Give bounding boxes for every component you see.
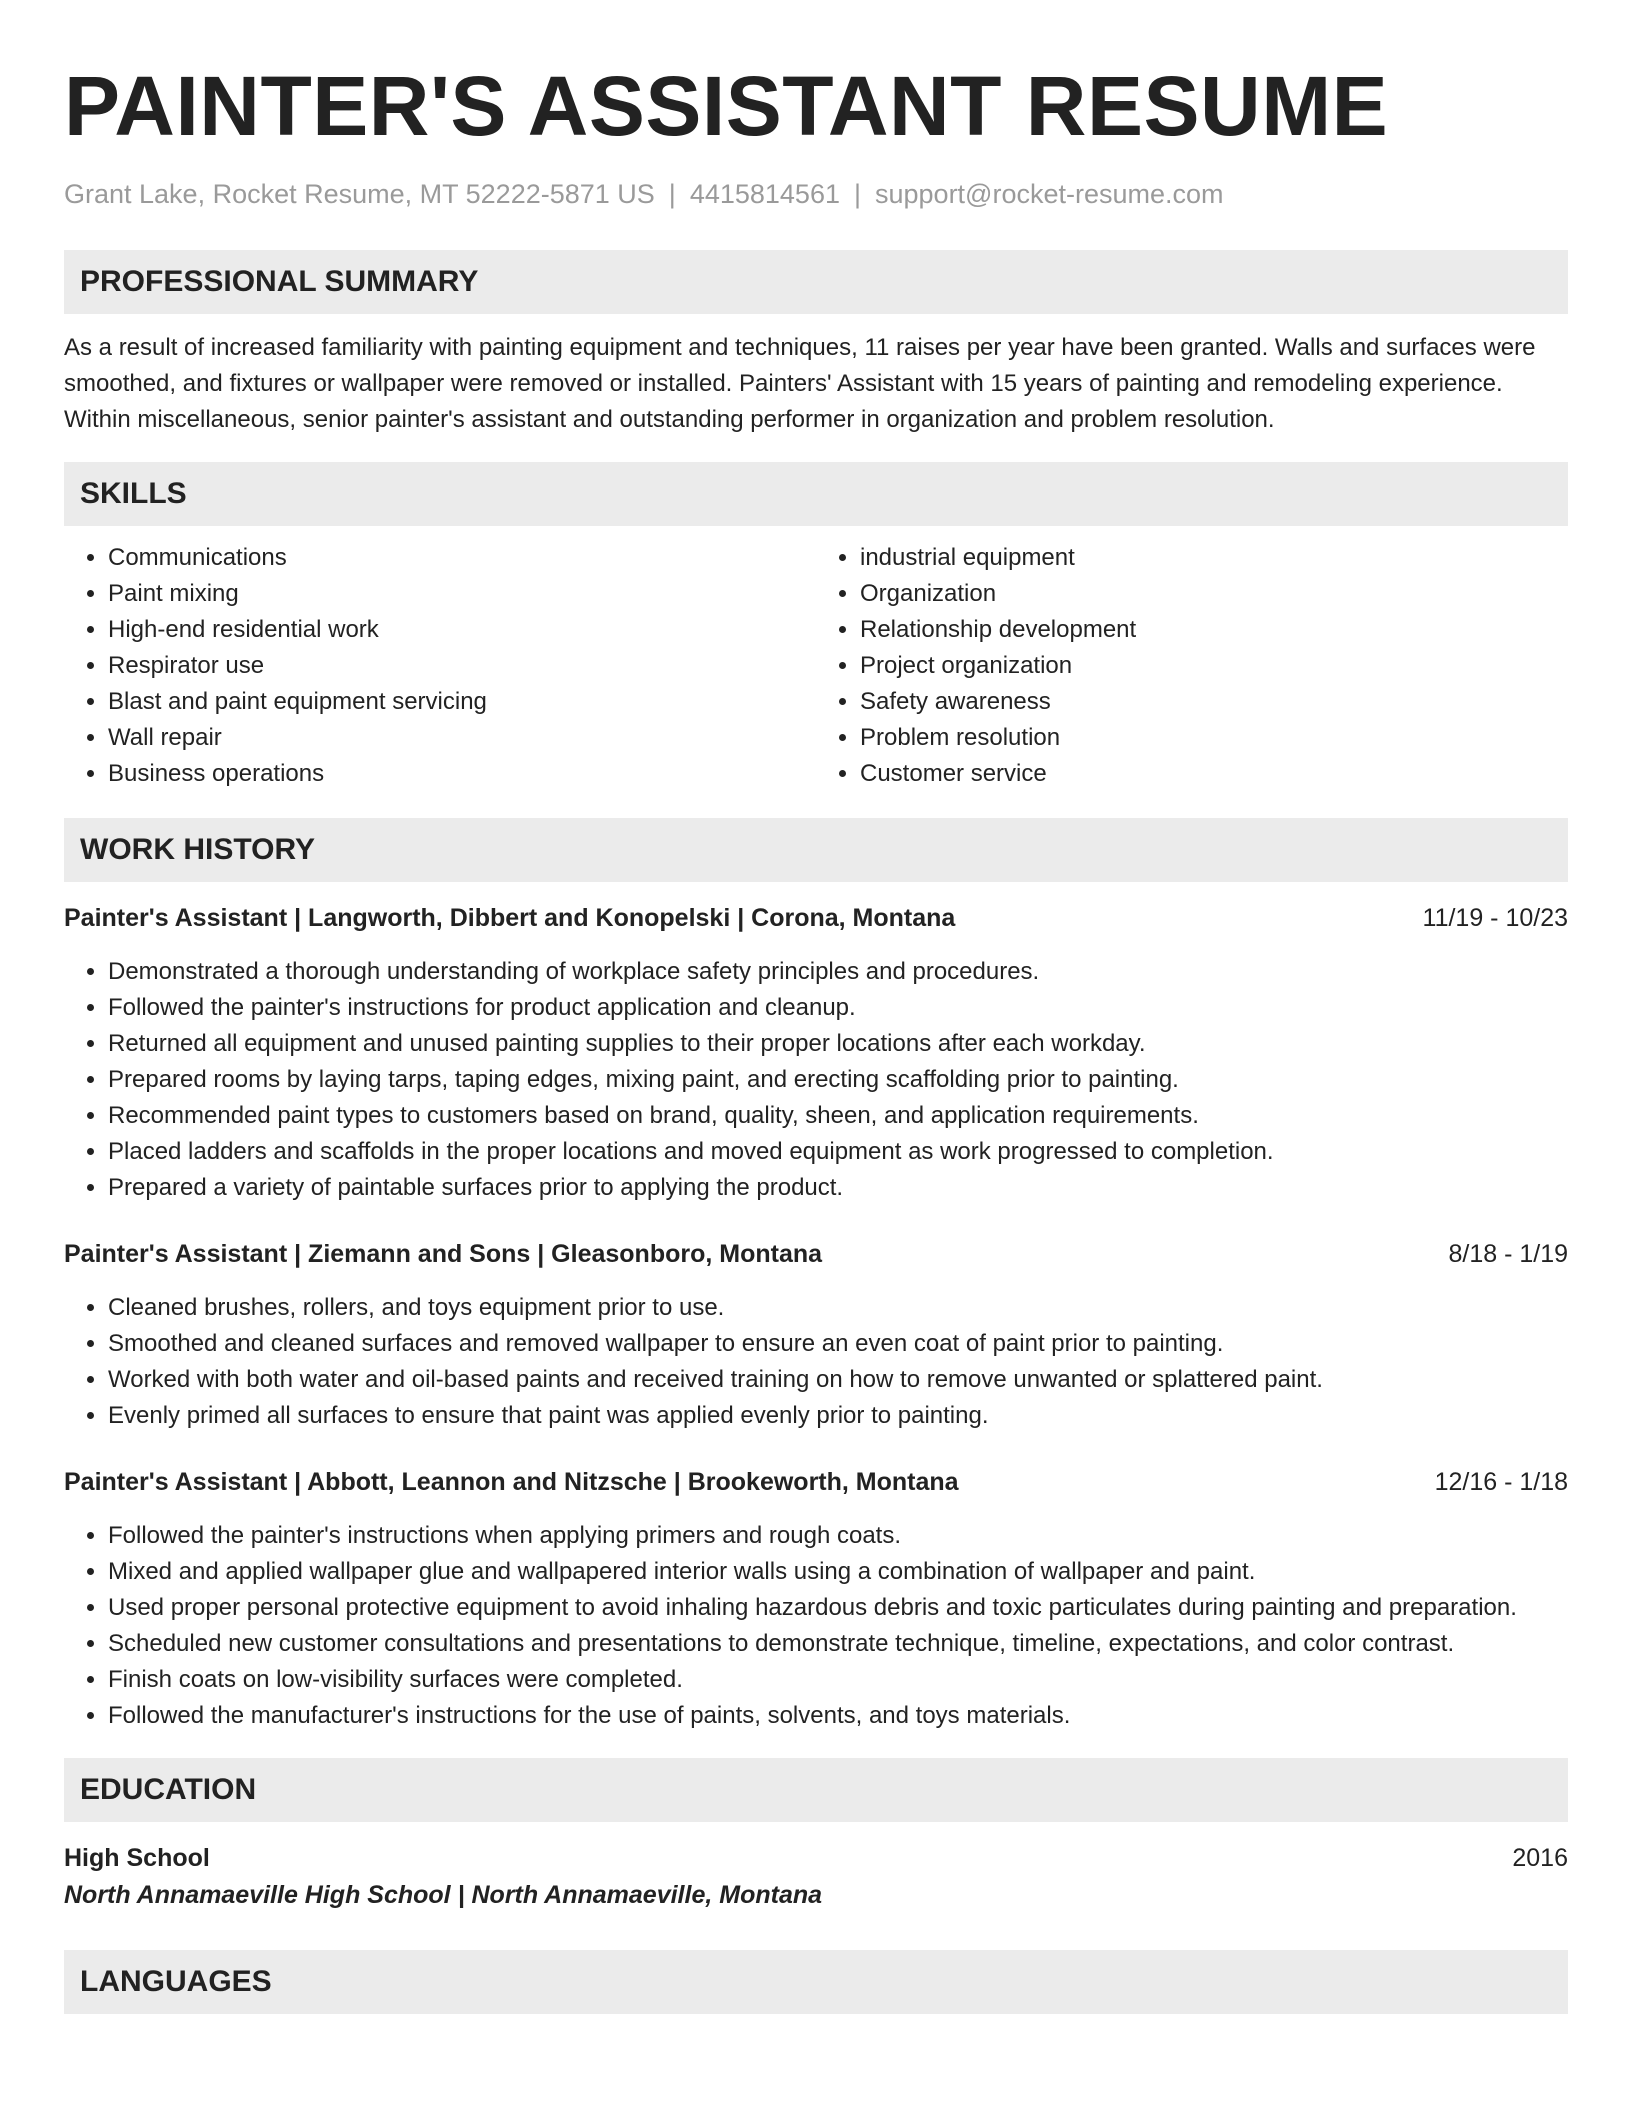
skill-item: • Blast and paint equipment servicing	[108, 684, 816, 720]
job-header	[64, 1236, 1568, 1272]
job-bullet: • Returned all equipment and unused painting supplies to their proper locations after each workday.	[108, 1026, 1568, 1062]
job-dates: 8/18 - 1/19	[1448, 1240, 1568, 1268]
skill-item: • Relationship development	[860, 612, 1568, 648]
job-bullet: • Followed the painter's instructions for product application and cleanup.	[108, 990, 1568, 1026]
skill-item: • Problem resolution	[860, 720, 1568, 756]
contact-separator: |	[668, 179, 676, 209]
contact-separator: |	[853, 179, 861, 209]
job-bullet: • Demonstrated a thorough understanding of workplace safety principles and procedures.	[108, 954, 1568, 990]
job-bullet: • Followed the manufacturer's instructions for the use of paints, solvents, and toys materials.	[108, 1698, 1568, 1734]
job-dates: 11/19 - 10/23	[1422, 904, 1568, 932]
job-title: Painter's Assistant | Ziemann and Sons | Gleasonboro, Montana	[64, 1240, 823, 1268]
education-school: North Annamaeville High School | North Annamaeville, Montana	[64, 1881, 823, 1909]
job-bullet: • Recommended paint types to customers based on brand, quality, sheen, and application requirements.	[108, 1098, 1568, 1134]
job-header	[64, 1464, 1568, 1500]
job-title: Painter's Assistant | Langworth, Dibbert and Konopelski | Corona, Montana	[64, 904, 956, 932]
skill-item: • Business operations	[108, 756, 816, 792]
skill-item: • Paint mixing	[108, 576, 816, 612]
job-bullet: • Cleaned brushes, rollers, and toys equipment prior to use.	[108, 1290, 1568, 1326]
job-bullet: • Used proper personal protective equipment to avoid inhaling hazardous debris and toxic particulates during painting and preparation.	[108, 1590, 1568, 1626]
contact-phone: 4415814561	[689, 179, 840, 209]
resume-title: PAINTER'S ASSISTANT RESUME	[64, 59, 1389, 153]
job-title: Painter's Assistant | Abbott, Leannon and Nitzsche | Brookeworth, Montana	[64, 1468, 959, 1496]
skill-item: • Organization	[860, 576, 1568, 612]
job-bullet: • Smoothed and cleaned surfaces and removed wallpaper to ensure an even coat of paint prior to painting.	[108, 1326, 1568, 1362]
skill-item: • Wall repair	[108, 720, 816, 756]
job-header	[64, 900, 1568, 936]
skills-column-left	[64, 540, 816, 792]
skill-item: • High-end residential work	[108, 612, 816, 648]
job-bullet: • Prepared rooms by laying tarps, taping edges, mixing paint, and erecting scaffolding prior to painting.	[108, 1062, 1568, 1098]
job-dates: 12/16 - 1/18	[1434, 1468, 1568, 1496]
job-bullet: • Placed ladders and scaffolds in the proper locations and moved equipment as work progressed to completion.	[108, 1134, 1568, 1170]
job-entry	[64, 1236, 1568, 1434]
job-bullet: • Finish coats on low-visibility surfaces were completed.	[108, 1662, 1568, 1698]
job-entry	[64, 900, 1568, 1206]
contact-email: support@rocket-resume.com	[875, 179, 1224, 209]
section-header-skills: SKILLS	[64, 462, 1568, 526]
contact-address: Grant Lake, Rocket Resume, MT 52222-5871 US	[64, 179, 655, 209]
skill-item: • Respirator use	[108, 648, 816, 684]
job-bullets	[64, 954, 1568, 1206]
section-header-summary: PROFESSIONAL SUMMARY	[64, 250, 1568, 314]
skill-item: • Safety awareness	[860, 684, 1568, 720]
summary-text: As a result of increased familiarity with painting equipment and techniques, 11 raises per year have been granted. Walls and surfaces were smoothed, and fixtures or wallpaper were removed or installed. Painters' Assistant with 15 years of painting and remodeling experience. Within miscellaneous, senior painter's assistant and outstanding performer in organization and problem resolution.	[64, 334, 1536, 433]
section-header-languages: LANGUAGES	[64, 1950, 1568, 2014]
skill-item: • Project organization	[860, 648, 1568, 684]
skills-list	[64, 540, 1568, 792]
contact-line	[64, 176, 1568, 212]
skill-item: • Customer service	[860, 756, 1568, 792]
job-bullet: • Scheduled new customer consultations and presentations to demonstrate technique, timeline, expectations, and color contrast.	[108, 1626, 1568, 1662]
job-bullet: • Prepared a variety of paintable surfaces prior to applying the product.	[108, 1170, 1568, 1206]
job-bullet: • Worked with both water and oil-based paints and received training on how to remove unwanted or splattered paint.	[108, 1362, 1568, 1398]
job-bullet: • Mixed and applied wallpaper glue and wallpapered interior walls using a combination of wallpaper and paint.	[108, 1554, 1568, 1590]
section-header-work-history: WORK HISTORY	[64, 818, 1568, 882]
education-degree: High School	[64, 1844, 210, 1872]
job-entry	[64, 1464, 1568, 1734]
job-bullets	[64, 1290, 1568, 1434]
skill-item: • industrial equipment	[860, 540, 1568, 576]
job-bullets	[64, 1518, 1568, 1734]
education-header	[64, 1840, 1568, 1876]
skills-column-right	[816, 540, 1568, 792]
education-year: 2016	[1512, 1844, 1568, 1872]
job-bullet: • Evenly primed all surfaces to ensure that paint was applied evenly prior to painting.	[108, 1398, 1568, 1434]
skill-item: • Communications	[108, 540, 816, 576]
section-header-education: EDUCATION	[64, 1758, 1568, 1822]
job-bullet: • Followed the painter's instructions when applying primers and rough coats.	[108, 1518, 1568, 1554]
